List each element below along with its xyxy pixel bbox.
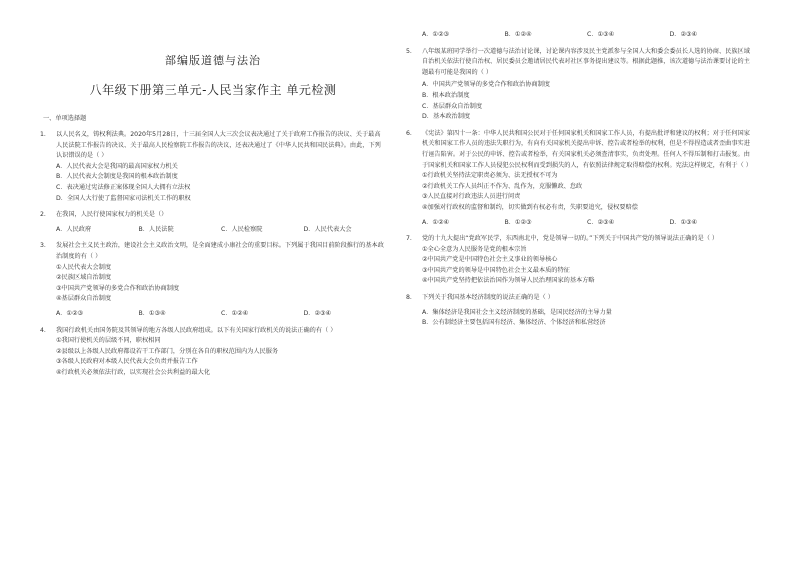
- statement-1: ①我国行使机关的层级不同，职权相同: [56, 337, 161, 345]
- statement-1: ①全心全意为人民服务是党的根本宗旨: [422, 245, 527, 253]
- option-c[interactable]: C．基层群众自治制度: [422, 102, 483, 110]
- option-c[interactable]: C．①③④: [587, 31, 615, 38]
- statement-3: ③中国共产党的领导是中国特色社会主义最本质的特征: [422, 266, 570, 274]
- question-text: 发展社会主义民主政治，建设社会主义政治文明，是全面建成小康社会的重要目标。下列属于我国目前阶段推行的基本政治制度的有（ ）: [56, 242, 384, 260]
- question-8: [406, 293, 752, 329]
- statement-4: ④中国共产党坚持把依法治国作为领导人民治理国家的基本方略: [422, 277, 595, 285]
- option-c[interactable]: C．表决通过宪法修正案体现全国人大拥有立法权: [56, 183, 191, 191]
- statement-3: ③中国共产党领导的多党合作和政治协商制度: [56, 284, 180, 292]
- option-b[interactable]: B．①②③: [504, 218, 532, 226]
- left-column: [40, 0, 386, 562]
- question-number: 5.: [406, 47, 412, 55]
- option-c[interactable]: C．②③④: [587, 218, 615, 226]
- question-7: [406, 234, 752, 287]
- statement-4: ④行政机关必须依法行政，以实现社会公共利益的最大化: [56, 368, 211, 376]
- option-d[interactable]: D．②③④: [669, 31, 698, 38]
- statement-2: ②民族区域自治制度: [56, 274, 112, 282]
- option-a[interactable]: A．人民代表大会是我国的最高国家权力机关: [56, 162, 178, 170]
- option-d[interactable]: D．基本政治制度: [422, 113, 471, 121]
- question-text: 以人民名义，铸权利法典。2020年5月28日，十三届全国人大三次会议表决通过了关于政府工作报告的决议、关于最高人民法院工作报告的决议、关于最高人民检察院工作报告的决议，还表决通过了《中华人民共和国民法典》。由此，下列认识错误的是（ ）: [56, 131, 381, 160]
- question-3: [40, 241, 386, 319]
- question-number: 7.: [406, 235, 412, 243]
- statement-2: ②行政机关工作人员纠正不作为、乱作为，克服懒政、怠政: [422, 182, 583, 190]
- question-1: [40, 130, 386, 204]
- question-4: [40, 326, 386, 379]
- option-d[interactable]: D．②③④: [303, 309, 332, 317]
- question-number: 1.: [40, 131, 46, 138]
- option-c[interactable]: C．人民检察院: [221, 225, 263, 233]
- statement-4: ④加强对行政权的监督和制约，切实做到有权必有责，失职要追究，侵权要赔偿: [422, 203, 638, 211]
- section-heading: 一、单项选择题: [43, 115, 87, 122]
- option-a[interactable]: A．①②③: [422, 31, 450, 38]
- page-subtitle: 八年级下册第三单元-人民当家作主 单元检测: [89, 83, 337, 97]
- page-title: 部编版道德与法治: [165, 54, 261, 67]
- option-d[interactable]: D．①③④: [669, 218, 698, 226]
- question-number: 6.: [406, 129, 412, 137]
- question-text: 《宪法》第四十一条：中华人民共和国公民对于任何国家机关和国家工作人员，有提出批评和建议的权利；对于任何国家机关和国家工作人员的违法失职行为，有向有关国家机关提出申诉、控告或者检举的权利，但是不得捏造或者歪曲事实进行诬告陷害。对于公民的申诉、控告或者检举，有关国家机关必须查清事实，负责处理。任何人不得压制和打击报复。由于国家机关和国家工作人员侵犯公民权利而受到损失的人，有依照法律规定取得赔偿的权利。宪法这样规定，有利于（ ）: [422, 129, 752, 169]
- statement-2: ②中国共产党是中国特色社会主义事业的领导核心: [422, 256, 558, 264]
- option-a[interactable]: A．①②④: [422, 218, 450, 226]
- statement-1: ①行政机关坚持法定职责必须为、法无授权不可为: [422, 172, 558, 180]
- question-number: 8.: [406, 294, 412, 302]
- option-b[interactable]: B．公有制经济主要包括国有经济、集体经济、个体经济和私营经济: [422, 319, 606, 327]
- question-6: [406, 129, 752, 228]
- option-b[interactable]: B．人民代表大会制度是我国的根本政治制度: [56, 173, 178, 181]
- question-number: 2.: [40, 211, 46, 219]
- statement-1: ①人民代表大会制度: [56, 263, 112, 271]
- option-a[interactable]: A．中国共产党领导的多党合作和政治协商制度: [422, 81, 550, 89]
- statement-3: ③各级人民政府对本级人民代表大会负责并报告工作: [56, 358, 198, 366]
- question-number: 4.: [40, 326, 46, 334]
- question-text: 党的十九大提出“党政军民学，东西南北中，党是领导一切的。”下列关于中国共产党的领导说法正确的是（ ）: [422, 235, 719, 243]
- question-4-options: [406, 30, 752, 41]
- option-a[interactable]: A．人民政府: [56, 225, 92, 233]
- question-5: [406, 47, 752, 123]
- option-c[interactable]: C．①②④: [221, 309, 249, 317]
- option-b[interactable]: B．①②④: [504, 31, 532, 38]
- option-b[interactable]: B．①③④: [138, 309, 166, 317]
- option-d[interactable]: D．人民代表大会: [303, 225, 352, 233]
- option-a[interactable]: A．①②③: [56, 309, 84, 317]
- question-text: 八年级某班同学举行一次道德与法治讨论课，讨论课内容涉及民主党派参与全国人大和委会委员长人选的协商、民族区域自治机关依法行使自治权、居民委员会邀请居民代表对社区事务提出建议等。根据此题推，该次道德与法治课要讨论的主题最有可能是我国的（ ）: [422, 47, 750, 76]
- option-d[interactable]: D．全国人大行使了监督国家司法机关工作的职权: [56, 194, 191, 202]
- question-text: 下列关于我国基本经济制度的说法正确的是（ ）: [422, 294, 554, 302]
- statement-3: ③人民直接对行政违法人员进行问责: [422, 193, 521, 201]
- question-number: 3.: [40, 242, 46, 250]
- question-2: [40, 210, 386, 235]
- question-text: 我国行政机关由国务院及其领导的地方各级人民政府组成。以下有关国家行政机关的说法正确的有（ ）: [56, 326, 337, 334]
- statement-4: ④基层群众自治制度: [56, 295, 112, 303]
- statement-2: ②县级以上各级人民政府都设若干工作部门，分别在各自的职权范围内为人民服务: [56, 347, 279, 355]
- question-text: 在我国，人民行使国家权力的机关是（）: [56, 211, 168, 219]
- option-b[interactable]: B．人民法院: [138, 225, 174, 233]
- option-b[interactable]: B．根本政治制度: [422, 91, 470, 99]
- option-a[interactable]: A．集体经济是我国社会主义经济制度的基础，是国民经济的主导力量: [422, 308, 612, 316]
- right-column: [406, 0, 752, 562]
